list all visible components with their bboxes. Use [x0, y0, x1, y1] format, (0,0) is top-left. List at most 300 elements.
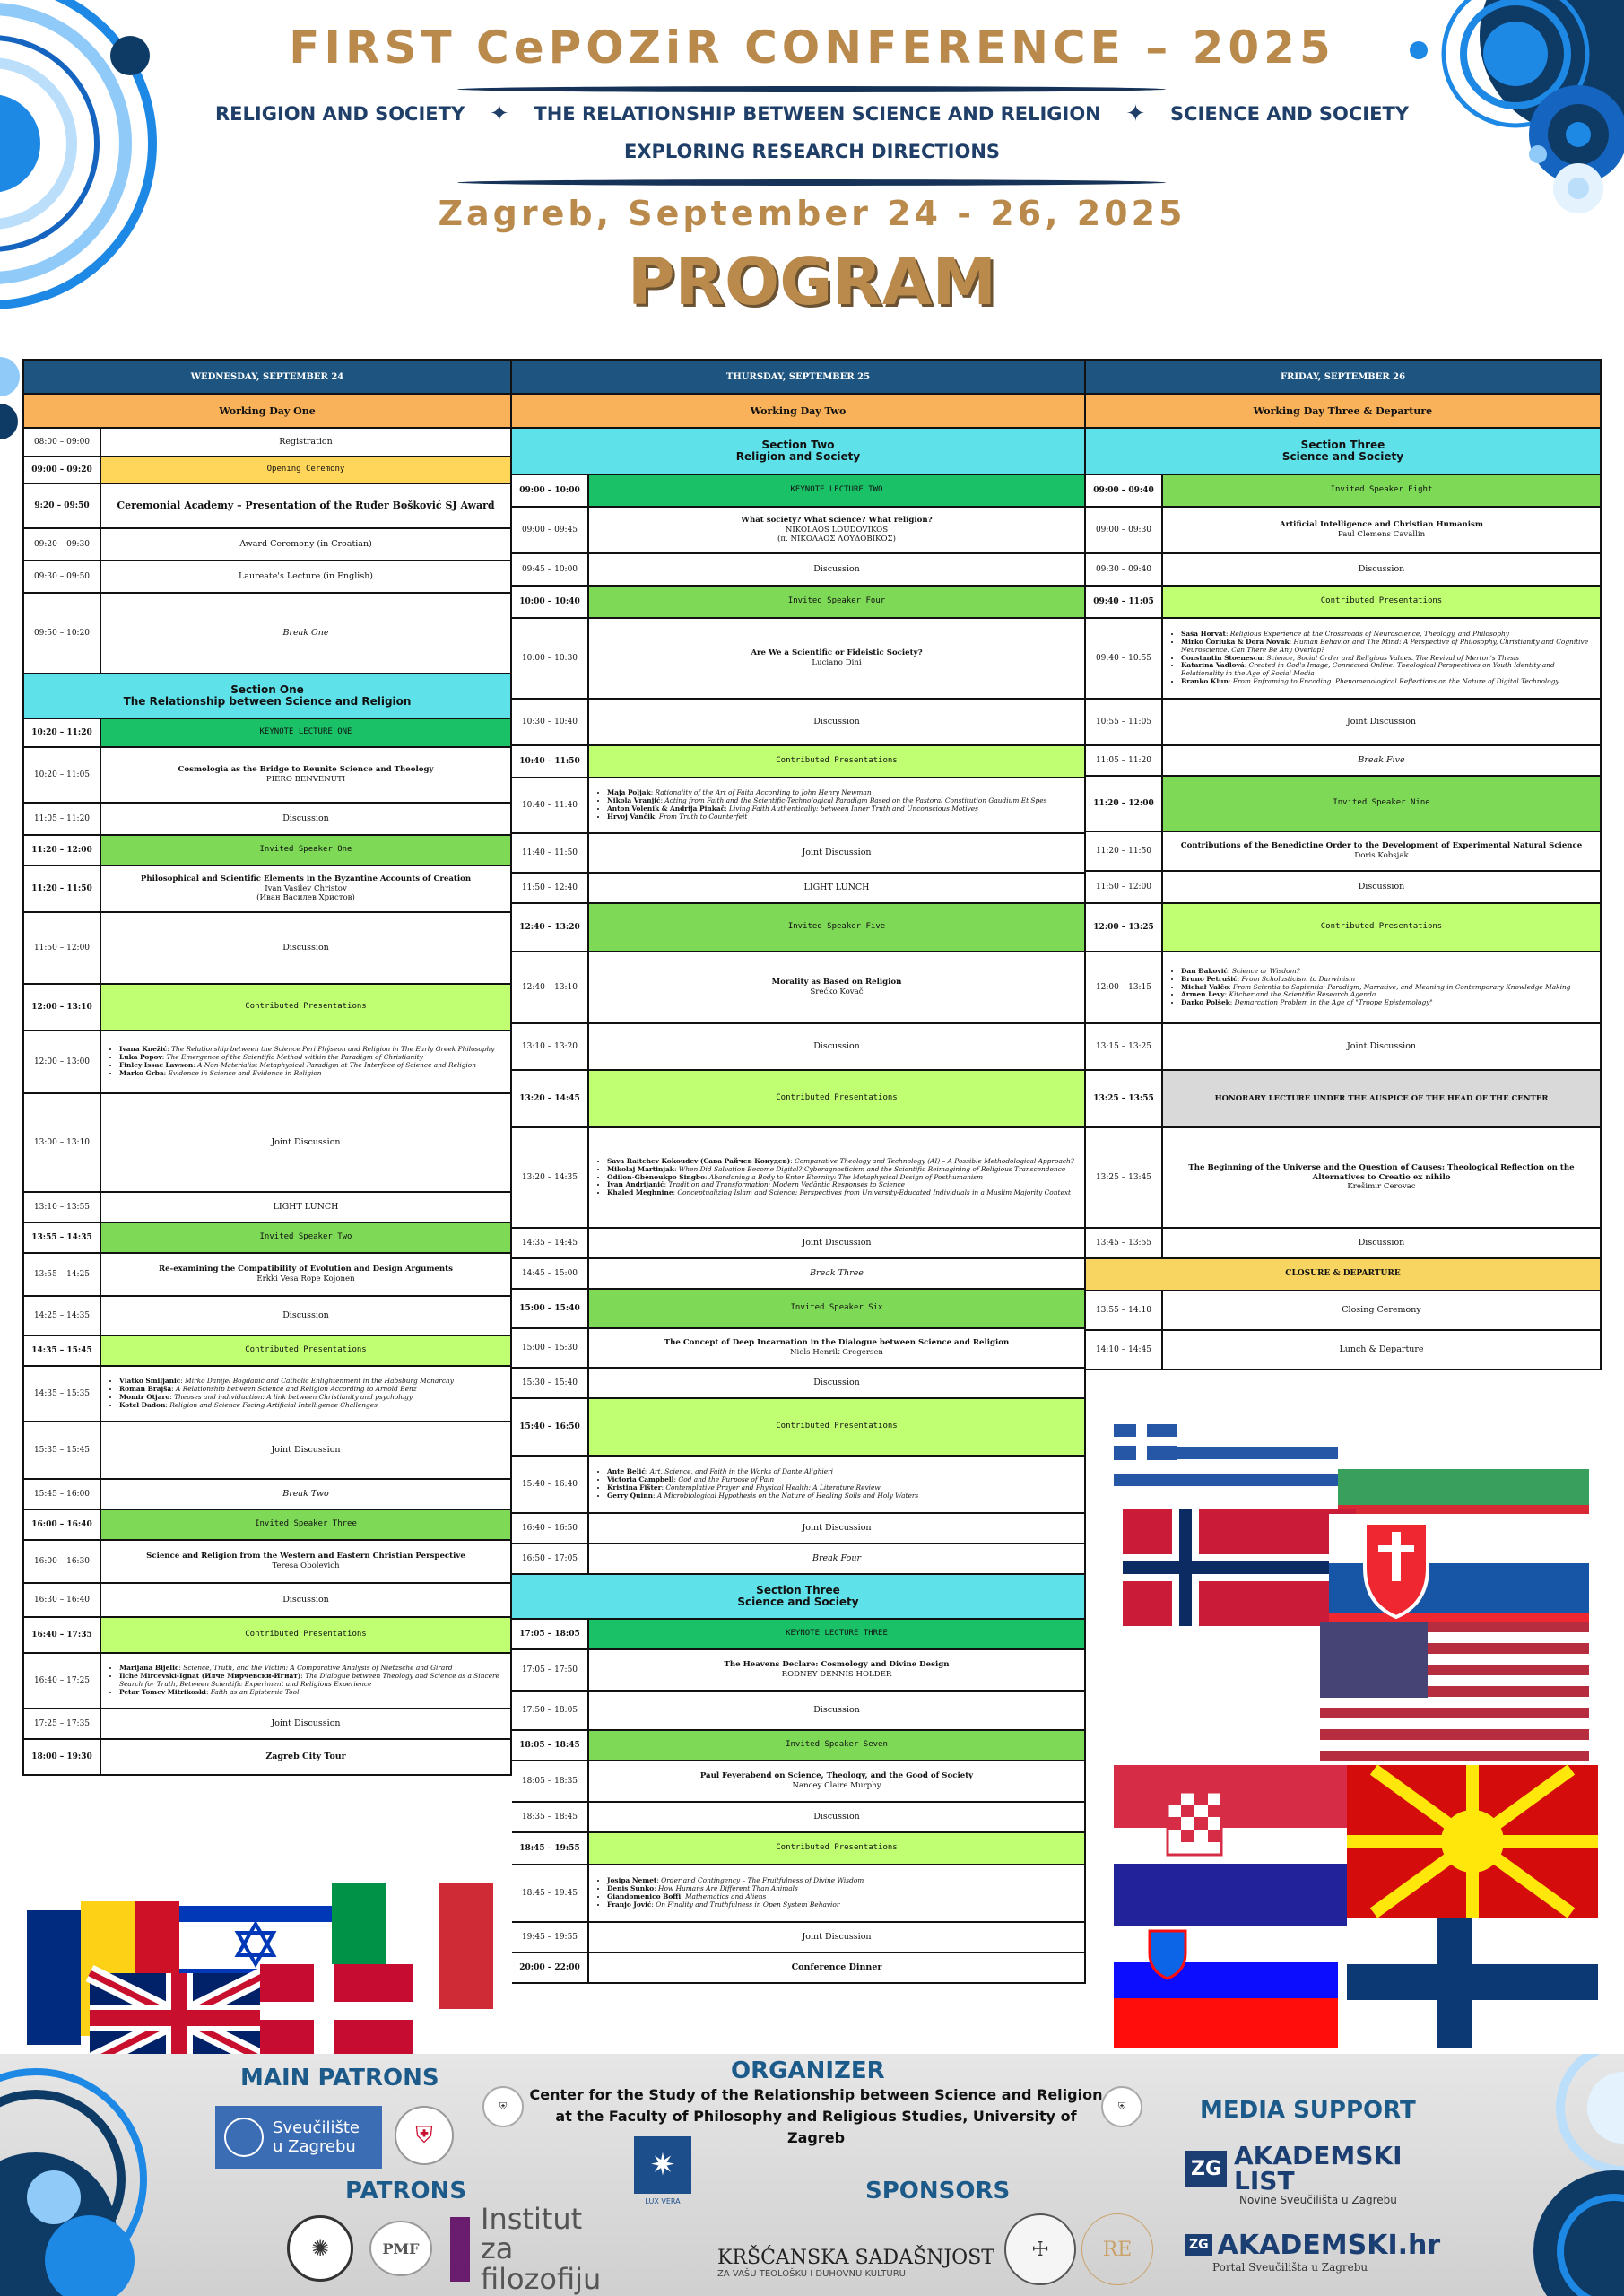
star-icon: ✦ — [489, 100, 509, 127]
section-header — [24, 674, 510, 719]
presenter-name: Mirko Čorluka & Dora Novak — [1181, 637, 1290, 646]
presentation-title: How Humans Are Different Than Animals — [658, 1884, 798, 1893]
session-text: Discussion — [1358, 1238, 1405, 1248]
organizer-line-1: Center for the Study of the Relationship between Science and Religion — [529, 2086, 1103, 2103]
schedule-row — [24, 1367, 510, 1422]
footer-right-circles — [1471, 2054, 1624, 2296]
talk-speaker: Krešimir Cerovac — [1347, 1182, 1416, 1192]
presenters-list — [595, 1877, 1079, 1909]
presenter-name: Petar Tomev Mitrikoski — [119, 1687, 206, 1696]
bottom-divider — [457, 179, 1166, 186]
session-cell — [101, 1740, 510, 1774]
time-slot: 20:00 – 22:00 — [512, 1953, 589, 1982]
time-slot: 13:20 – 14:35 — [512, 1128, 589, 1227]
session-text: Discussion — [1358, 882, 1405, 892]
talk-title: Science and Religion from the Western and Eastern Christian Perspective — [146, 1552, 465, 1561]
presenters-list — [595, 789, 1079, 822]
time-slot: 09:30 – 09:40 — [1086, 554, 1163, 585]
university-zagreb-logo — [215, 2106, 382, 2169]
time-slot: 11:40 – 11:50 — [512, 834, 589, 872]
akademski-hr-row — [1185, 2230, 1440, 2261]
krscanska-sadasnjost-tagline: ZA VAŠU TEOLOŠKU I DUHOVNU KULTURU — [717, 2269, 906, 2279]
time-slot: 13:20 – 14:45 — [512, 1071, 589, 1126]
presenter-name: Sava Raitchev Kokoudev (Сава Райчев Кокудев) — [607, 1156, 791, 1165]
schedule-row — [512, 746, 1084, 778]
time-slot: 16:50 – 17:05 — [512, 1544, 589, 1573]
session-text: Break Five — [1358, 755, 1405, 766]
presenter-name: Katarina Vadlová — [1181, 661, 1245, 670]
presenter-name: Josipa Nemet — [607, 1876, 657, 1885]
talk-speaker: RODNEY DENNIS HOLDER — [781, 1670, 892, 1679]
presentation-title: Religious Experience at the Crossroads of Neuroscience, Theology, and Philosophy — [1229, 629, 1509, 638]
session-label-text: Contributed Presentations — [776, 1422, 898, 1431]
session-text: Joint Discussion — [802, 1932, 872, 1943]
time-slot: 11:20 – 11:50 — [1086, 832, 1163, 870]
time-slot: 09:40 – 11:05 — [1086, 587, 1163, 617]
presenter-name: Ivana Knežić — [119, 1045, 168, 1054]
session-label — [1163, 475, 1600, 506]
presentation-item: • Katarina Vadlová: Created in God's Image, Connected Online: Theological Perspectives on Youth Identity and Relationality in the Age of Social Media — [1181, 662, 1594, 678]
presentation-title: A Non-Materialist Metaphysical Paradigm at The Interface of Science and Religion — [197, 1061, 477, 1069]
location-dates: Zagreb, September 24 - 26, 2025 — [438, 194, 1186, 233]
day-column-wednesday — [22, 359, 512, 1776]
presentation-title: God and the Purpose of Pain — [678, 1475, 775, 1484]
presenter-name: Michał Valčo — [1181, 982, 1229, 991]
time-slot: 14:35 – 15:45 — [24, 1336, 101, 1365]
schedule-row — [512, 1803, 1084, 1833]
session-cell — [101, 1480, 510, 1509]
institut-filozofija-logo — [450, 2201, 630, 2296]
session-cell — [1163, 872, 1600, 902]
session-cell — [101, 1193, 510, 1222]
session-cell — [1163, 1024, 1600, 1069]
session-cell — [589, 554, 1084, 585]
talk-cell — [589, 619, 1084, 698]
talk-speaker: Paul Clemens Cavallin — [1337, 530, 1426, 539]
day-column-friday — [1084, 359, 1602, 1370]
schedule-row — [24, 1254, 510, 1297]
schedule-row — [24, 1193, 510, 1223]
working-day-label: Working Day One — [24, 395, 510, 429]
session-cell — [1163, 746, 1600, 775]
talk-cell — [101, 1541, 510, 1582]
session-cell — [101, 1709, 510, 1738]
presentation-title: A Relationship between Science and Religion According to Arnold Benz — [176, 1385, 417, 1394]
session-label-text: Contributed Presentations — [1320, 922, 1443, 932]
presentation-title: Tradition and Transformation: Modern Vedāntic Responses to Science — [668, 1180, 905, 1189]
organizer-heading: ORGANIZER — [731, 2057, 885, 2084]
session-label-text: KEYNOTE LECTURE TWO — [790, 485, 883, 495]
time-slot: 12:40 – 13:20 — [512, 904, 589, 951]
university-zagreb-name: Sveučilište u Zagrebu — [273, 2118, 360, 2156]
time-slot: 10:00 – 10:40 — [512, 587, 589, 617]
time-slot: 13:45 – 13:55 — [1086, 1229, 1163, 1257]
session-text: Lunch & Departure — [1339, 1344, 1424, 1355]
schedule-row — [512, 1761, 1084, 1803]
presentation-title: Religion and Science Facing Artificial Intelligence Challenges — [169, 1400, 378, 1409]
time-slot: 09:30 – 09:50 — [24, 561, 101, 592]
schedule-row — [24, 1510, 510, 1541]
session-label-text: Invited Speaker Three — [255, 1519, 357, 1529]
lux-vera-logo — [631, 2136, 694, 2289]
session-cell — [101, 529, 510, 560]
presentation-item: • Sava Raitchev Kokoudev (Сава Райчев Кокудев): Comparative Theology and Technology (AI) – A Possible Methodological Approach? — [607, 1158, 1079, 1166]
talk-speaker: NIKOLAOS LOUDOVIKOS — [785, 525, 889, 535]
presenter-name: Kristina Fišter — [607, 1483, 662, 1492]
talk-title: Paul Feyerabend on Science, Theology, and the Good of Society — [699, 1771, 974, 1781]
session-label-text: Contributed Presentations — [245, 1630, 367, 1639]
schedule-row — [1086, 1024, 1600, 1071]
schedule-row — [1086, 700, 1600, 746]
time-slot: 09:20 – 09:30 — [24, 529, 101, 560]
session-cell — [589, 1953, 1084, 1982]
presentation-title: Abandoning a Body to Enter Eternity: The Metaphysical Design of Posthumanism — [708, 1172, 984, 1181]
presentation-item: • Dan Đaković: Science or Wisdom? — [1181, 968, 1594, 976]
session-label — [101, 1223, 510, 1252]
talk-speaker: Teresa Obolevich — [272, 1561, 340, 1570]
talk-speaker: Ivan Vasilev Christov — [265, 883, 347, 893]
time-slot: 10:30 – 10:40 — [512, 700, 589, 744]
schedule-row — [512, 1692, 1084, 1731]
talk-speaker: Luciano Dini — [812, 658, 862, 667]
session-cell — [589, 1514, 1084, 1543]
time-slot: 9:20 – 09:50 — [24, 484, 101, 527]
presentation-item: • Finley Issac Lawson: A Non-Materialist Metaphysical Paradigm at The Interface of Science and Religion — [119, 1062, 505, 1070]
presentation-item: • Luka Popov: The Emergence of the Scientific Method within the Paradigm of Christianity — [119, 1054, 505, 1062]
schedule-row — [512, 1229, 1084, 1259]
schedule-row — [512, 1833, 1084, 1866]
section-title: Religion and Society — [735, 450, 861, 463]
time-slot: 12:00 – 13:00 — [24, 1031, 101, 1092]
session-text: Break Four — [812, 1553, 862, 1564]
time-slot: 13:00 – 13:10 — [24, 1094, 101, 1191]
day-heading: THURSDAY, SEPTEMBER 25 — [512, 361, 1084, 395]
session-label-text: Invited Speaker Eight — [1330, 485, 1433, 495]
schedule-row — [512, 1128, 1084, 1229]
time-slot: 13:15 – 13:25 — [1086, 1024, 1163, 1069]
session-cell — [589, 1692, 1084, 1729]
session-label-text: Contributed Presentations — [776, 1843, 898, 1853]
schedule-row — [512, 619, 1084, 700]
session-cell — [101, 594, 510, 673]
session-text: Joint Discussion — [802, 1238, 872, 1248]
presentation-title: Science, Social Order and Religious Values. The Revival of Merton's Thesis — [1266, 653, 1520, 662]
presentation-item: • Ilche Mircevski-Ignat (Илче Мирчевски-Игнат): The Dialogue between Theology and Science as a Sincere Search for Truth, Between Scientific Experiment and Religious Experience — [119, 1673, 505, 1689]
schedule-row — [24, 1654, 510, 1709]
schedule-row — [24, 1297, 510, 1336]
talk-speaker: PIERO BENVENUTI — [265, 775, 346, 784]
presentation-item: • Anton Volenik & Andrija Pinkač: Living Faith Authentically: between Inner Truth and Unconscious Motives — [607, 805, 1079, 813]
session-text: Joint Discussion — [1346, 717, 1417, 727]
session-label — [589, 1620, 1084, 1648]
time-slot: 11:50 – 12:40 — [512, 874, 589, 902]
pmf-logo: PMF — [369, 2221, 432, 2276]
session-cell — [1163, 700, 1600, 744]
zg-badge: ZG — [1185, 2151, 1227, 2187]
session-cell — [589, 1259, 1084, 1288]
talk-title: The Concept of Deep Incarnation in the Dialogue between Science and Religion — [664, 1338, 1010, 1348]
session-cell — [589, 1803, 1084, 1831]
time-slot: 09:00 – 09:45 — [512, 508, 589, 552]
session-label-text: Invited Speaker Two — [259, 1232, 352, 1242]
presentation-item: • Saša Horvat: Religious Experience at the Crossroads of Neuroscience, Theology, and Philosophy — [1181, 631, 1594, 639]
time-slot: 09:40 – 10:55 — [1086, 619, 1163, 698]
presentation-title: From Enframing to Encoding. Phenomenological Reflections on the Nature of Digital Technology — [1232, 677, 1559, 686]
schedule-row — [24, 1223, 510, 1254]
schedule-row — [24, 836, 510, 866]
schedule-row — [24, 1584, 510, 1618]
talk-title: Contributions of the Benedictine Order to the Development of Experimental Natural Science — [1180, 841, 1583, 851]
session-text: Discussion — [813, 1812, 860, 1822]
time-slot: 14:35 – 15:35 — [24, 1367, 101, 1421]
time-slot: 15:00 – 15:40 — [512, 1290, 589, 1327]
presenter-name: Luka Popov — [119, 1053, 162, 1062]
talk-speaker: Doris Kobsjak — [1354, 851, 1409, 860]
section-title: Section Two — [761, 438, 835, 451]
schedule-row — [1086, 746, 1600, 777]
themes-row — [215, 100, 1409, 127]
section-title: Science and Society — [737, 1596, 859, 1608]
university-seal-icon — [224, 2118, 264, 2157]
zg-badge-small: ZG — [1185, 2234, 1212, 2256]
talk-speaker-native: (π. ΝΙΚΟΛΑΟΣ ΛΟΥΔΟΒΙΚΟΣ) — [777, 535, 896, 544]
presentation-item: • Odilon-Gbènoukpo Singbo: Abandoning a Body to Enter Eternity: The Metaphysical Design of Posthumanism — [607, 1174, 1079, 1182]
schedule-row — [512, 1866, 1084, 1923]
session-label — [589, 475, 1084, 506]
presentation-title: A Microbiological Hypothesis on the Nature of Healing Soils and Holy Waters — [656, 1491, 919, 1500]
talk-cell — [101, 866, 510, 911]
time-slot: 10:40 – 11:40 — [512, 778, 589, 832]
closure-header — [1086, 1259, 1600, 1292]
presentation-item: • Victoria Campbell: God and the Purpose of Pain — [607, 1476, 1079, 1484]
akademski-hr-logo — [1185, 2224, 1455, 2278]
schedule-row — [512, 778, 1084, 834]
presentation-item: • Maja Poljak: Rationality of the Art of Faith According to John Henry Newman — [607, 789, 1079, 797]
talk-title: Philosophical and Scientific Elements in the Byzantine Accounts of Creation — [140, 874, 472, 883]
faculty-crest-logo: ⛨ — [395, 2106, 454, 2165]
time-slot: 16:00 – 16:40 — [24, 1510, 101, 1539]
schedule-row — [24, 1740, 510, 1776]
presenter-name: Franjo Jović — [607, 1900, 652, 1909]
presenter-name: Marko Grba — [119, 1068, 164, 1077]
talk-cell — [101, 748, 510, 802]
schedule-row — [512, 1369, 1084, 1399]
theme-religion-society: RELIGION AND SOCIETY — [215, 103, 465, 125]
session-label — [589, 587, 1084, 617]
presentation-item: • Mikolaj Martinjak: When Did Salvation Become Digital? Cyberagnosticism and the Scientific Reimagining of Religious Transcendence — [607, 1166, 1079, 1174]
presentation-item: • Vlatko Smiljanić: Mirko Danijel Bogdanić and Catholic Enlightenment in the Habsburg Monarchy — [119, 1378, 505, 1386]
presentation-title: Order and Contingency – The Fruitfulness of Divine Wisdom — [661, 1876, 864, 1885]
session-label — [589, 1731, 1084, 1760]
schedule-row — [1086, 872, 1600, 904]
presentation-item: • Darko Polšek: Demarcation Problem in the Age of "Troope Epistemology" — [1181, 999, 1594, 1007]
session-label-text: Contributed Presentations — [776, 1093, 898, 1103]
time-slot: 09:45 – 10:00 — [512, 554, 589, 585]
time-slot: 12:00 – 13:25 — [1086, 904, 1163, 951]
presentation-title: The Relationship between the Science Peri Phýseon and Religion in The Early Greek Philosophy — [171, 1045, 495, 1054]
akademski-hr-tagline: Portal Sveučilišta u Zagrebu — [1212, 2260, 1368, 2274]
session-label — [589, 1071, 1084, 1126]
time-slot: 12:00 – 13:10 — [24, 985, 101, 1030]
schedule-row — [24, 484, 510, 529]
presenter-name: Dan Đaković — [1181, 966, 1229, 975]
presenter-name: Hrvoj Vančik — [607, 812, 655, 821]
flags-collage-right — [1105, 1415, 1605, 2052]
session-label-text: Contributed Presentations — [245, 1002, 367, 1012]
session-cell — [101, 429, 510, 456]
akademski-list-logo — [1185, 2141, 1419, 2212]
presenter-name: Constantin Stoenescu — [1181, 653, 1263, 662]
institut-name: Institut za filozofiju — [481, 2201, 602, 2296]
presentation-item: • Ante Belić: Art, Science, and Faith in the Works of Dante Alighieri — [607, 1468, 1079, 1476]
schedule-row — [512, 1953, 1084, 1984]
presentation-item: • Hrvoj Vančik: From Truth to Counterfeit — [607, 813, 1079, 822]
session-cell — [589, 874, 1084, 902]
time-slot: 17:05 – 18:05 — [512, 1620, 589, 1648]
presentation-item: • Bruno Petrušić: From Scholasticism to Darwinism — [1181, 976, 1594, 984]
presenter-name: Kotel Dadon — [119, 1400, 166, 1409]
session-label — [101, 1618, 510, 1652]
schedule-row — [24, 429, 510, 457]
session-cell — [1163, 1331, 1600, 1369]
schedule-row — [24, 985, 510, 1031]
presentation-title: Conceptualizing Islam and Science: Perspectives from University-Educated Individuals in a Muslim Majority Context — [677, 1188, 1071, 1197]
time-slot: 14:45 – 15:00 — [512, 1259, 589, 1288]
section-header — [1086, 429, 1600, 475]
presentation-title: Living Faith Authentically: between Inner Truth and Unconscious Motives — [729, 804, 978, 813]
time-slot: 13:25 – 13:45 — [1086, 1128, 1163, 1227]
presentation-item: • Giandomenico Boffi: Mathematics and Aliens — [607, 1893, 1079, 1901]
session-label-text: Contributed Presentations — [245, 1345, 367, 1355]
session-cell — [589, 1544, 1084, 1573]
presentation-item: • Nikola Vranjić: Acting from Faith and the Scientific-Technological Paradigm Based on the Pastoral Constitution Gaudium Et Spes — [607, 797, 1079, 805]
schedule-row — [512, 1457, 1084, 1514]
time-slot: 15:40 – 16:40 — [512, 1457, 589, 1512]
presenter-name: Roman Brajša — [119, 1385, 172, 1394]
schedule-row — [24, 1709, 510, 1740]
presentation-item: • Michał Valčo: From Scientia to Sapientia: Paradigm, Narrative, and Meaning in Contemporary Knowledge Making — [1181, 984, 1594, 992]
time-slot: 10:40 – 11:50 — [512, 746, 589, 777]
presentation-item: • Marko Grba: Evidence in Science and Evidence in Religion — [119, 1070, 505, 1078]
time-slot: 16:30 – 16:40 — [24, 1584, 101, 1616]
schedule-row — [1086, 1128, 1600, 1229]
working-day-label: Working Day Three & Departure — [1086, 395, 1600, 429]
presentation-list — [101, 1367, 510, 1421]
presentation-title: Evidence in Science and Evidence in Religion — [168, 1068, 322, 1077]
session-text: Discussion — [813, 1041, 860, 1052]
talk-cell — [589, 952, 1084, 1022]
session-cell — [1163, 1229, 1600, 1257]
session-cell — [101, 1422, 510, 1478]
time-slot: 18:35 – 18:45 — [512, 1803, 589, 1831]
session-cell — [589, 1229, 1084, 1257]
lux-vera-mark-icon: ✷ — [634, 2136, 691, 2194]
schedule-row — [24, 529, 510, 561]
media-support-heading: MEDIA SUPPORT — [1200, 2097, 1416, 2124]
sponsors-heading: SPONSORS — [865, 2178, 1011, 2205]
presentation-item: • Josipa Nemet: Order and Contingency – The Fruitfulness of Divine Wisdom — [607, 1877, 1079, 1885]
schedule-row — [24, 719, 510, 748]
presentation-list — [589, 1457, 1084, 1512]
program-heading: PROGRAM — [627, 244, 997, 319]
schedule-row — [24, 913, 510, 985]
schedule-row — [24, 1480, 510, 1510]
time-slot: 09:00 – 09:20 — [24, 457, 101, 483]
session-text: Discussion — [813, 717, 860, 727]
time-slot: 11:50 – 12:00 — [24, 913, 101, 983]
session-text: LIGHT LUNCH — [273, 1202, 339, 1213]
schedule-row — [1086, 952, 1600, 1024]
presentation-item: • Franjo Jović: On Finality and Truthfulness in Open System Behavior — [607, 1901, 1079, 1909]
theme-science-religion: THE RELATIONSHIP BETWEEN SCIENCE AND RELIGION — [534, 103, 1101, 125]
session-label-text: Invited Speaker Six — [790, 1303, 883, 1313]
session-text: Joint Discussion — [271, 1718, 341, 1729]
session-label — [101, 457, 510, 483]
talk-title: Re-examining the Compatibility of Evolution and Design Arguments — [159, 1265, 453, 1274]
seal-logo: ✺ — [287, 2215, 353, 2282]
session-text: Conference Dinner — [791, 1962, 882, 1973]
session-text: Break One — [282, 628, 329, 639]
time-slot: 13:25 – 13:55 — [1086, 1071, 1163, 1126]
session-cell — [101, 804, 510, 834]
session-cell — [589, 1923, 1084, 1952]
talk-title: Cosmologia as the Bridge to Reunite Science and Theology — [178, 765, 434, 775]
presenter-name: Vlatko Smiljanić — [119, 1377, 181, 1386]
section-title: Section Three — [1300, 438, 1385, 451]
presentation-item: • Kristina Fišter: Contemplative Prayer and Physical Health: A Literature Review — [607, 1484, 1079, 1492]
session-text: Joint Discussion — [802, 848, 872, 858]
session-label-text: Invited Speaker Seven — [786, 1740, 888, 1750]
presentation-list — [101, 1031, 510, 1092]
session-label — [101, 1336, 510, 1365]
time-slot: 09:00 – 09:40 — [1086, 475, 1163, 506]
time-slot: 13:55 – 14:25 — [24, 1254, 101, 1295]
time-slot: 17:25 – 17:35 — [24, 1709, 101, 1738]
section-header — [512, 1575, 1084, 1620]
presentation-list — [1163, 619, 1600, 698]
presentation-title: The Emergence of the Scientific Method within the Paradigm of Christianity — [166, 1053, 423, 1062]
schedule-row — [24, 1031, 510, 1094]
schedule-row — [1086, 554, 1600, 587]
schedule-row — [512, 1329, 1084, 1369]
presenter-name: Ilche Mircevski-Ignat (Илче Мирчевски-Игнат) — [119, 1672, 301, 1681]
time-slot: 14:25 – 14:35 — [24, 1297, 101, 1335]
session-text: Discussion — [813, 1705, 860, 1716]
schedule-row — [512, 1620, 1084, 1650]
schedule-row — [1086, 1071, 1600, 1128]
foundation-seal-logo: ☩ — [1004, 2213, 1076, 2285]
presentation-title: Theoses and individuation: A link between Christianity and psychology — [174, 1393, 413, 1401]
presenter-name: Branko Klun — [1181, 677, 1229, 686]
session-label-text: Opening Ceremony — [266, 465, 345, 474]
session-label — [589, 904, 1084, 951]
presenter-name: Momir Otjaro — [119, 1393, 170, 1401]
talk-title: The Heavens Declare: Cosmology and Divine Design — [724, 1660, 950, 1670]
presenter-name: Ivan Andrijanić — [607, 1180, 664, 1189]
schedule-row — [512, 1731, 1084, 1761]
time-slot: 18:45 – 19:55 — [512, 1833, 589, 1864]
presentation-title: Mathematics and Aliens — [684, 1892, 767, 1900]
presenter-name: Denis Sunko — [607, 1884, 655, 1893]
time-slot: 09:00 – 09:30 — [1086, 508, 1163, 552]
session-label — [101, 836, 510, 865]
time-slot: 11:20 – 12:00 — [1086, 777, 1163, 831]
talk-cell — [589, 508, 1084, 552]
presentation-title: Faith as an Epistemic Tool — [210, 1687, 300, 1696]
schedule-row — [512, 1399, 1084, 1457]
presentation-item: • Constantin Stoenescu: Science, Social Order and Religious Values. The Revival of Merton's Thesis — [1181, 655, 1594, 663]
session-cell — [101, 1094, 510, 1191]
